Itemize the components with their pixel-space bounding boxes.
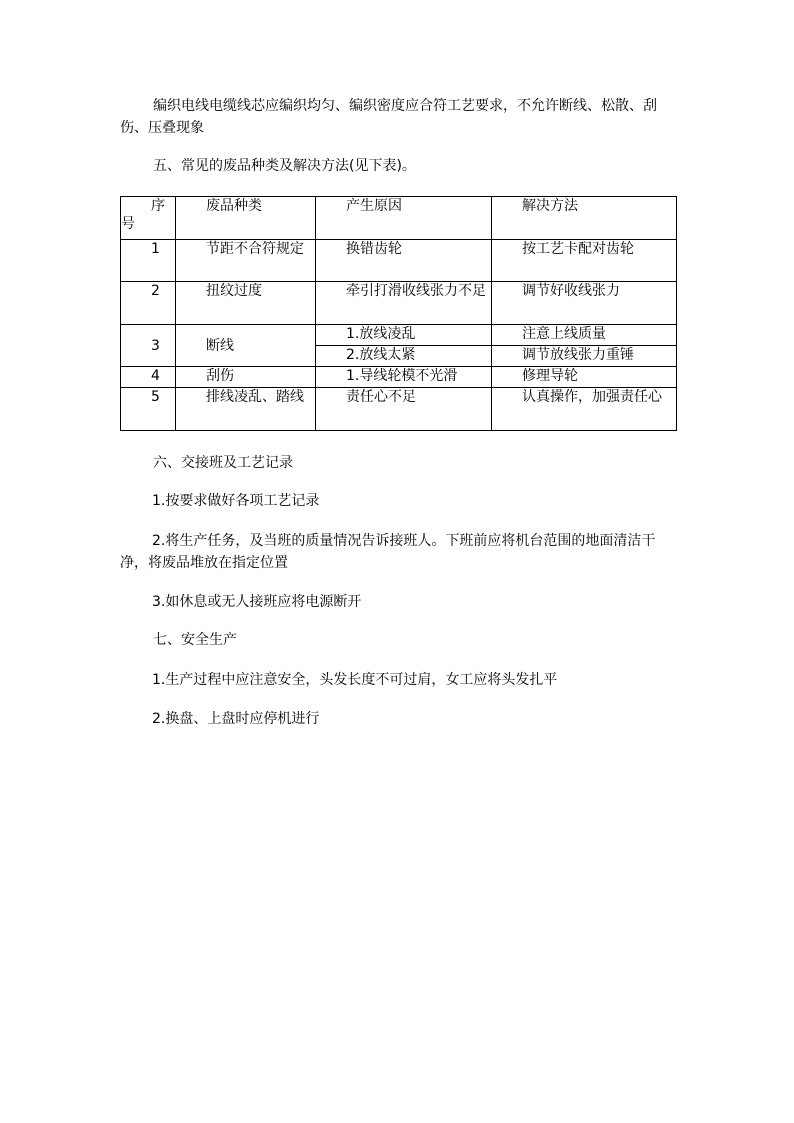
cell-no: 5	[121, 388, 176, 431]
list-text: 按要求做好各项工艺记录	[165, 493, 320, 509]
cell-type: 节距不合符规定	[176, 240, 316, 282]
cell-solution: 修理导轮	[492, 367, 677, 388]
list-text: 如休息或无人接班应将电源断开	[165, 594, 362, 610]
header-cause: 产生原因	[316, 197, 492, 240]
section-5-heading: 五、常见的废品种类及解决方法(见下表)。	[153, 158, 416, 174]
table-row	[121, 367, 677, 388]
cell-type: 排线凌乱、踏线	[176, 388, 316, 431]
cell-cause: 换错齿轮	[316, 240, 492, 282]
section-6-heading: 六、交接班及工艺记录	[153, 455, 293, 471]
list-text: 将生产任务，及当班的质量情况告诉接班人。下班前应将机台范围的地面清洁干净，将废品堆放在指定位置	[120, 533, 656, 571]
cell-type: 刮伤	[176, 367, 316, 388]
list-number: 3.	[152, 594, 166, 610]
list-number: 2.	[152, 711, 166, 727]
table-row	[121, 240, 677, 282]
list-text: 生产过程中应注意安全，头发长度不可过肩，女工应将头发扎平	[165, 672, 558, 688]
cell-cause: 牵引打滑收线张力不足	[316, 282, 492, 325]
braid-requirement-paragraph: 编织电线电缆线芯应编织均匀、编织密度应合符工艺要求，不允许断线、松散、刮伤、压叠现象	[120, 98, 657, 136]
cell-no: 2	[121, 282, 176, 325]
cell-no: 1	[121, 240, 176, 282]
table-row	[121, 325, 677, 346]
cell-type: 扭纹过度	[176, 282, 316, 325]
cell-solution: 注意上线质量	[492, 325, 677, 346]
cell-no: 4	[121, 367, 176, 388]
cell-cause: 2.放线太紧	[316, 346, 492, 367]
header-no: 序号	[121, 197, 176, 240]
cell-cause: 1.放线凌乱	[316, 325, 492, 346]
table-header-row	[121, 197, 677, 240]
safety-item-2	[120, 708, 676, 730]
handover-item-1	[120, 490, 676, 512]
section-7-heading: 七、安全生产	[153, 632, 237, 648]
cell-no: 3	[121, 325, 176, 367]
cell-solution: 按工艺卡配对齿轮	[492, 240, 677, 282]
table-row	[121, 388, 677, 431]
handover-item-3	[120, 591, 676, 613]
list-number: 1.	[152, 493, 166, 509]
handover-item-2	[120, 530, 676, 574]
table-row	[121, 282, 677, 325]
cell-type: 断线	[176, 325, 316, 367]
list-number: 2.	[152, 533, 166, 549]
cell-cause: 1.导线轮模不光滑	[316, 367, 492, 388]
cell-solution: 调节好收线张力	[492, 282, 677, 325]
cell-cause: 责任心不足	[316, 388, 492, 431]
cell-solution: 调节放线张力重锤	[492, 346, 677, 367]
list-text: 换盘、上盘时应停机进行	[165, 711, 320, 727]
list-number: 1.	[152, 672, 166, 688]
defect-table	[120, 196, 677, 431]
header-solution: 解决方法	[492, 197, 677, 240]
cell-solution: 认真操作，加强责任心	[492, 388, 677, 431]
header-type: 废品种类	[176, 197, 316, 240]
safety-item-1	[120, 669, 676, 691]
